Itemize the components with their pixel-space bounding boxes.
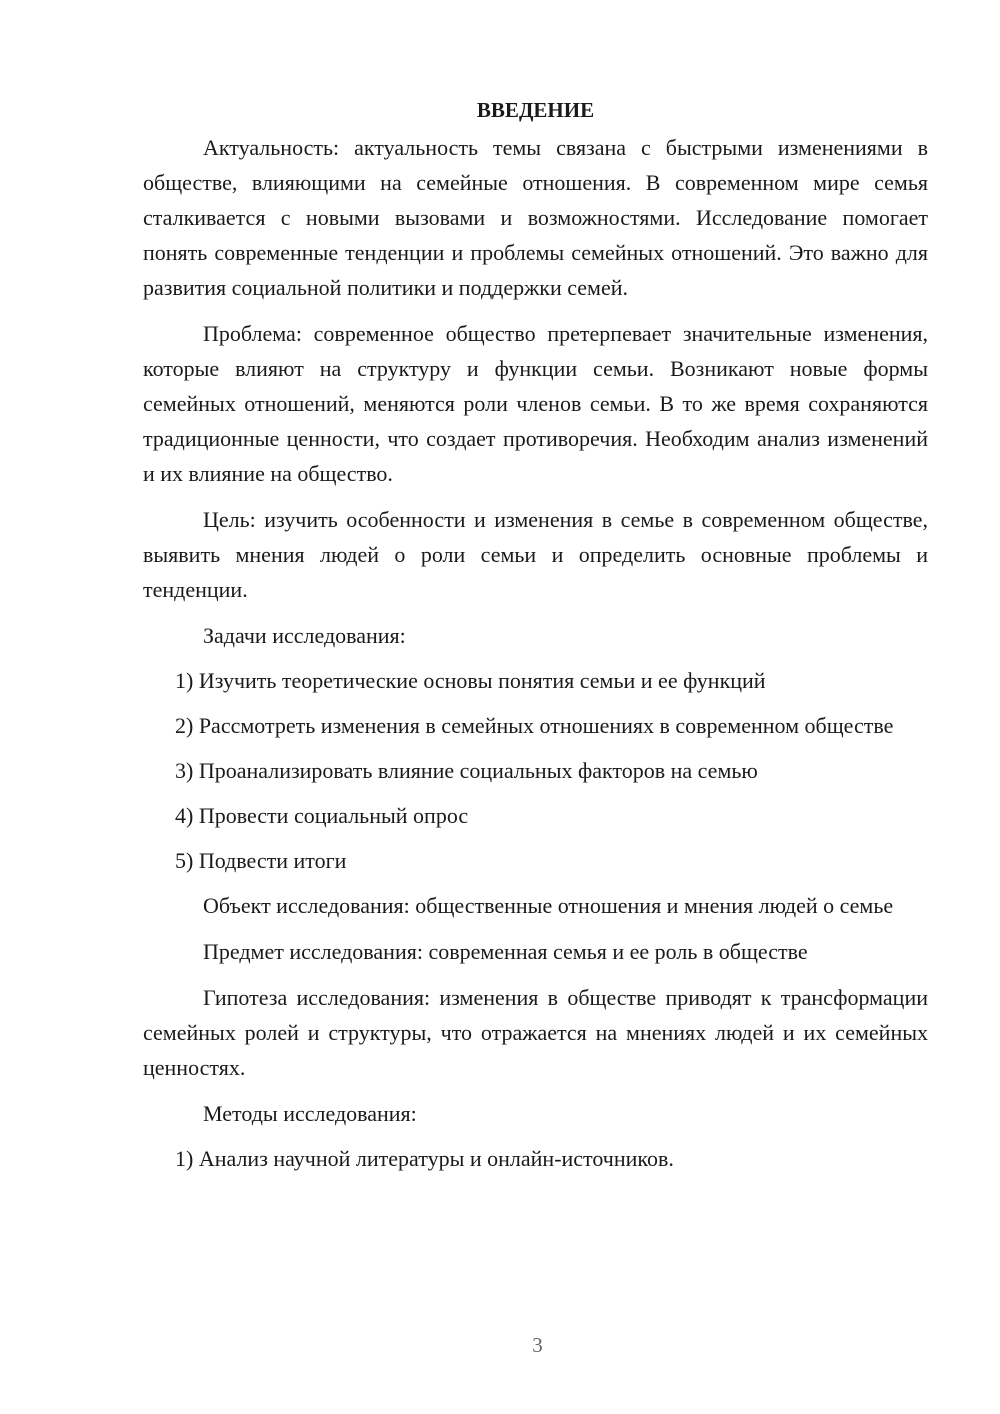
task-item-2: 2) Рассмотреть изменения в семейных отношениях в современном обществе xyxy=(175,713,894,738)
task-item-5: 5) Подвести итоги xyxy=(175,848,347,873)
paragraph-problem: Проблема: современное общество претерпевает значительные изменения, которые влияют на структуру и функции семьи. Возникают новые формы семейных отношений, меняются роли членов семьи. В то же время сохраняются традиционные ценности, что создает противоречия. Необходим анализ изменений и их влияние на общество. xyxy=(143,321,928,486)
paragraph-hypothesis: Гипотеза исследования: изменения в обществе приводят к трансформации семейных ролей и структуры, что отражается на мнениях людей и их семейных ценностях. xyxy=(143,985,928,1080)
paragraph-subject: Предмет исследования: современная семья и ее роль в обществе xyxy=(203,939,808,964)
method-item-1: 1) Анализ научной литературы и онлайн-источников. xyxy=(175,1146,674,1171)
methods-heading: Методы исследования: xyxy=(203,1101,417,1126)
task-item-4: 4) Провести социальный опрос xyxy=(175,803,469,828)
page-number: 3 xyxy=(532,1333,543,1357)
section-title: ВВЕДЕНИЕ xyxy=(476,98,595,122)
task-item-1: 1) Изучить теоретические основы понятия семьи и ее функций xyxy=(175,668,766,693)
task-item-3: 3) Проанализировать влияние социальных факторов на семью xyxy=(175,758,758,783)
tasks-heading: Задачи исследования: xyxy=(203,623,406,648)
page-content xyxy=(143,90,928,1186)
paragraph-object: Объект исследования: общественные отношения и мнения людей о семье xyxy=(203,893,894,918)
paragraph-relevance: Актуальность: актуальность темы связана с быстрыми изменениями в обществе, влияющими на семейные отношения. В современном мире семья сталкивается с новыми вызовами и возможностями. Исследование помогает понять современные тенденции и проблемы семейных отношений. Это важно для развития социальной политики и поддержки семей. xyxy=(143,135,928,300)
paragraph-goal: Цель: изучить особенности и изменения в семье в современном обществе, выявить мнения людей о роли семьи и определить основные проблемы и тенденции. xyxy=(143,507,928,602)
